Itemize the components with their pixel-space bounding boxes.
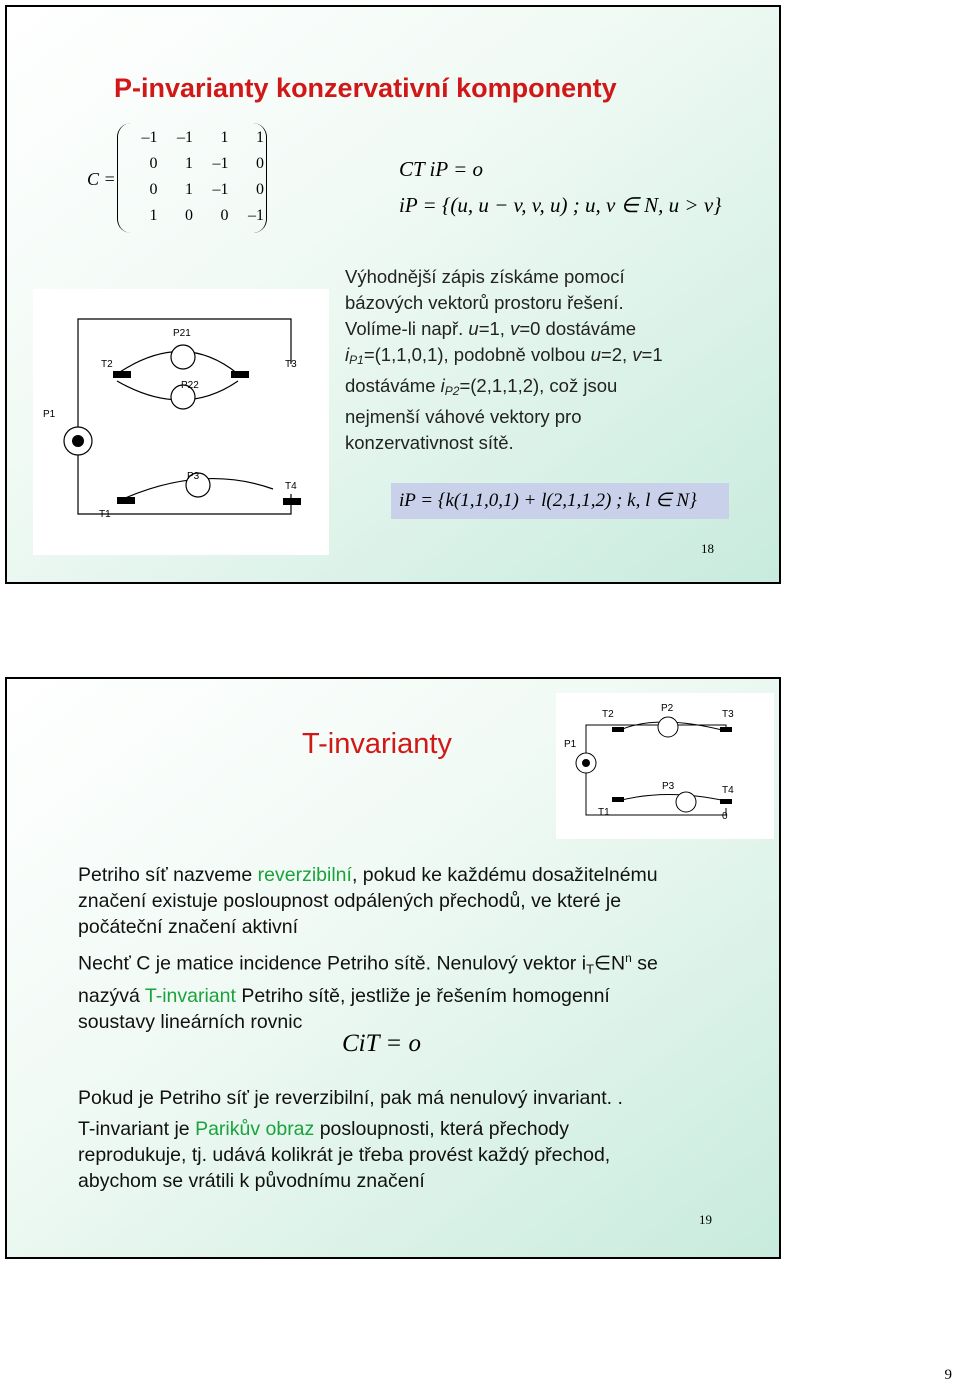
- matrix-label: C =: [87, 169, 116, 189]
- text: Petriho sítě, jestliže je řešením homogenní: [235, 984, 610, 1007]
- var-u: u: [468, 318, 479, 339]
- label-p3: P3: [662, 781, 675, 792]
- transition-t4: [720, 799, 732, 804]
- place-p21: [171, 345, 195, 369]
- symbol-in: ∈: [594, 952, 612, 975]
- transition-t3: [720, 727, 732, 732]
- text: Nechť C je matice incidence Petriho sítě. Nenulový vektor: [78, 952, 582, 975]
- transition-t4: [283, 498, 301, 505]
- matrix-cell: 0: [256, 181, 264, 198]
- subscript: P2: [444, 384, 460, 398]
- basis-formula: iP = {k(1,1,0,1) + l(2,1,1,2) ; k, l ∈ N}: [391, 483, 729, 519]
- text: dostáváme: [345, 375, 441, 396]
- matrix-row: [124, 151, 266, 177]
- matrix-cell: –1: [177, 129, 193, 146]
- transition-t1: [117, 497, 135, 504]
- matrix-cell: 1: [185, 181, 193, 198]
- subscript: T: [586, 961, 595, 977]
- label-t2: T2: [101, 359, 113, 370]
- var-v: v: [632, 344, 642, 365]
- transition-t3: [231, 371, 249, 378]
- transition-t2: [113, 371, 131, 378]
- label-p2: P2: [661, 703, 674, 714]
- label-t3: T3: [285, 359, 297, 370]
- slide-number: 18: [701, 541, 714, 556]
- slide-18: [5, 5, 781, 584]
- matrix-cell: 0: [220, 207, 229, 224]
- equation-ct-ip: CT iP = o: [399, 157, 484, 181]
- matrix-cell: 1: [185, 155, 193, 172]
- arc: [78, 441, 291, 514]
- label-p1: P1: [564, 739, 577, 750]
- text: , pokud ke každému dosažitelnému: [351, 864, 658, 886]
- paragraph-line: Výhodnější zápis získáme pomocí: [345, 266, 625, 287]
- label-zero: 0: [722, 811, 728, 822]
- t-invariant-definition: [78, 945, 658, 1035]
- var-u: u: [590, 344, 601, 365]
- petri-net-svg: [33, 289, 329, 555]
- paragraph-line: [78, 983, 658, 1009]
- text: se: [631, 952, 658, 975]
- petri-net-diagram: [556, 693, 774, 839]
- matrix-cell: 0: [149, 181, 158, 198]
- arc: [586, 725, 726, 763]
- basis-vectors-paragraph: [345, 264, 663, 456]
- matrix-row: [124, 125, 266, 151]
- matrix-cell: –1: [212, 155, 229, 172]
- text: =(2,1,1,2), což jsou: [459, 375, 618, 396]
- arc: [618, 795, 726, 802]
- term-t-invariant: T-invariant: [144, 984, 236, 1007]
- label-p21: P21: [173, 328, 191, 339]
- paragraph-line: [78, 862, 658, 888]
- paragraph-line: reprodukuje, tj. udává kolikrát je třeba provést každý přechod,: [78, 1144, 611, 1166]
- label-t1: T1: [99, 509, 111, 520]
- text: =0 dostáváme: [519, 318, 637, 339]
- paragraph-line: [78, 1116, 610, 1142]
- equation-ip-set: iP = {(u, u − v, v, u) ; u, v ∈ N, u > v}: [399, 193, 722, 217]
- paragraph-line: [345, 342, 663, 373]
- text: nazývá: [78, 984, 145, 1007]
- matrix-cell: 0: [256, 155, 264, 172]
- matrix-cell: –1: [212, 181, 229, 198]
- paragraph-line: [345, 373, 663, 404]
- matrix-cell: –1: [248, 207, 264, 224]
- paragraph-line: abychom se vrátili k původnímu značení: [78, 1170, 425, 1192]
- label-p22: P22: [181, 380, 199, 391]
- token: [582, 759, 590, 767]
- equation-ci-t: CiT = o: [342, 1030, 421, 1057]
- text: Petriho síť nazveme: [78, 864, 258, 886]
- place-p3: [676, 792, 696, 812]
- transition-t1: [612, 797, 624, 802]
- token: [72, 435, 84, 447]
- set-n: N: [611, 952, 626, 975]
- var-v: v: [510, 318, 520, 339]
- paragraph-line: soustavy lineárních rovnic: [78, 1010, 303, 1033]
- paragraph-line: [345, 316, 663, 342]
- paragraph-line: počáteční značení aktivní: [78, 916, 299, 938]
- subscript: P1: [349, 353, 364, 367]
- label-t2: T2: [602, 709, 614, 720]
- label-t3: T3: [722, 709, 734, 720]
- page-number: 9: [944, 1367, 952, 1383]
- matrix-cell: 0: [149, 155, 158, 172]
- matrix-row: [124, 177, 266, 203]
- matrix-row: [124, 203, 266, 229]
- text: =1,: [478, 318, 511, 339]
- matrix-cell: –1: [141, 129, 158, 146]
- text: T-invariant je: [78, 1118, 196, 1140]
- text: =1: [641, 344, 663, 365]
- incidence-matrix: [117, 123, 267, 233]
- reverzible-invariant-note: Pokud je Petriho síť je reverzibilní, pak má nenulový invariant. .: [78, 1087, 623, 1109]
- label-t4: T4: [285, 481, 297, 492]
- paragraph-line: [78, 945, 658, 983]
- petri-net-svg: [556, 693, 774, 839]
- superscript: n: [625, 951, 632, 965]
- reverzibility-definition: [78, 862, 658, 940]
- paragraph-line: nejmenší váhové vektory pro: [345, 406, 582, 427]
- paragraph-line: bázových vektorů prostoru řešení.: [345, 292, 624, 313]
- parikh-image-paragraph: [78, 1116, 610, 1194]
- place-p2: [658, 717, 678, 737]
- slide-number: 19: [699, 1212, 712, 1227]
- text: =2,: [600, 344, 633, 365]
- matrix-cell: 1: [149, 207, 158, 224]
- term-parikuv-obraz: Parikův obraz: [195, 1118, 315, 1140]
- transition-t2: [612, 727, 624, 732]
- paragraph-line: konzervativnost sítě.: [345, 432, 514, 453]
- paragraph-line: značení existuje posloupnost odpálených přechodů, ve které je: [78, 890, 622, 912]
- label-p1: P1: [43, 409, 56, 420]
- label-p3: P3: [187, 471, 200, 482]
- matrix-cell: 1: [220, 129, 229, 146]
- var-i: i: [581, 952, 587, 975]
- matrix-cell: 0: [185, 207, 193, 224]
- label-t4: T4: [722, 785, 734, 796]
- var-i: i: [440, 375, 445, 396]
- matrix-cell: 1: [256, 129, 264, 146]
- slide-title: T-invarianty: [302, 728, 452, 760]
- text: Volíme-li např.: [345, 318, 469, 339]
- label-t1: T1: [598, 807, 610, 818]
- var-i: i: [345, 344, 350, 365]
- slide-title: P-invarianty konzervativní komponenty: [114, 73, 617, 103]
- term-reverzibilni: reverzibilní: [257, 864, 352, 886]
- petri-net-diagram: [33, 289, 329, 555]
- text: =(1,1,0,1), podobně volbou: [363, 344, 591, 365]
- text: posloupnosti, která přechody: [314, 1118, 570, 1140]
